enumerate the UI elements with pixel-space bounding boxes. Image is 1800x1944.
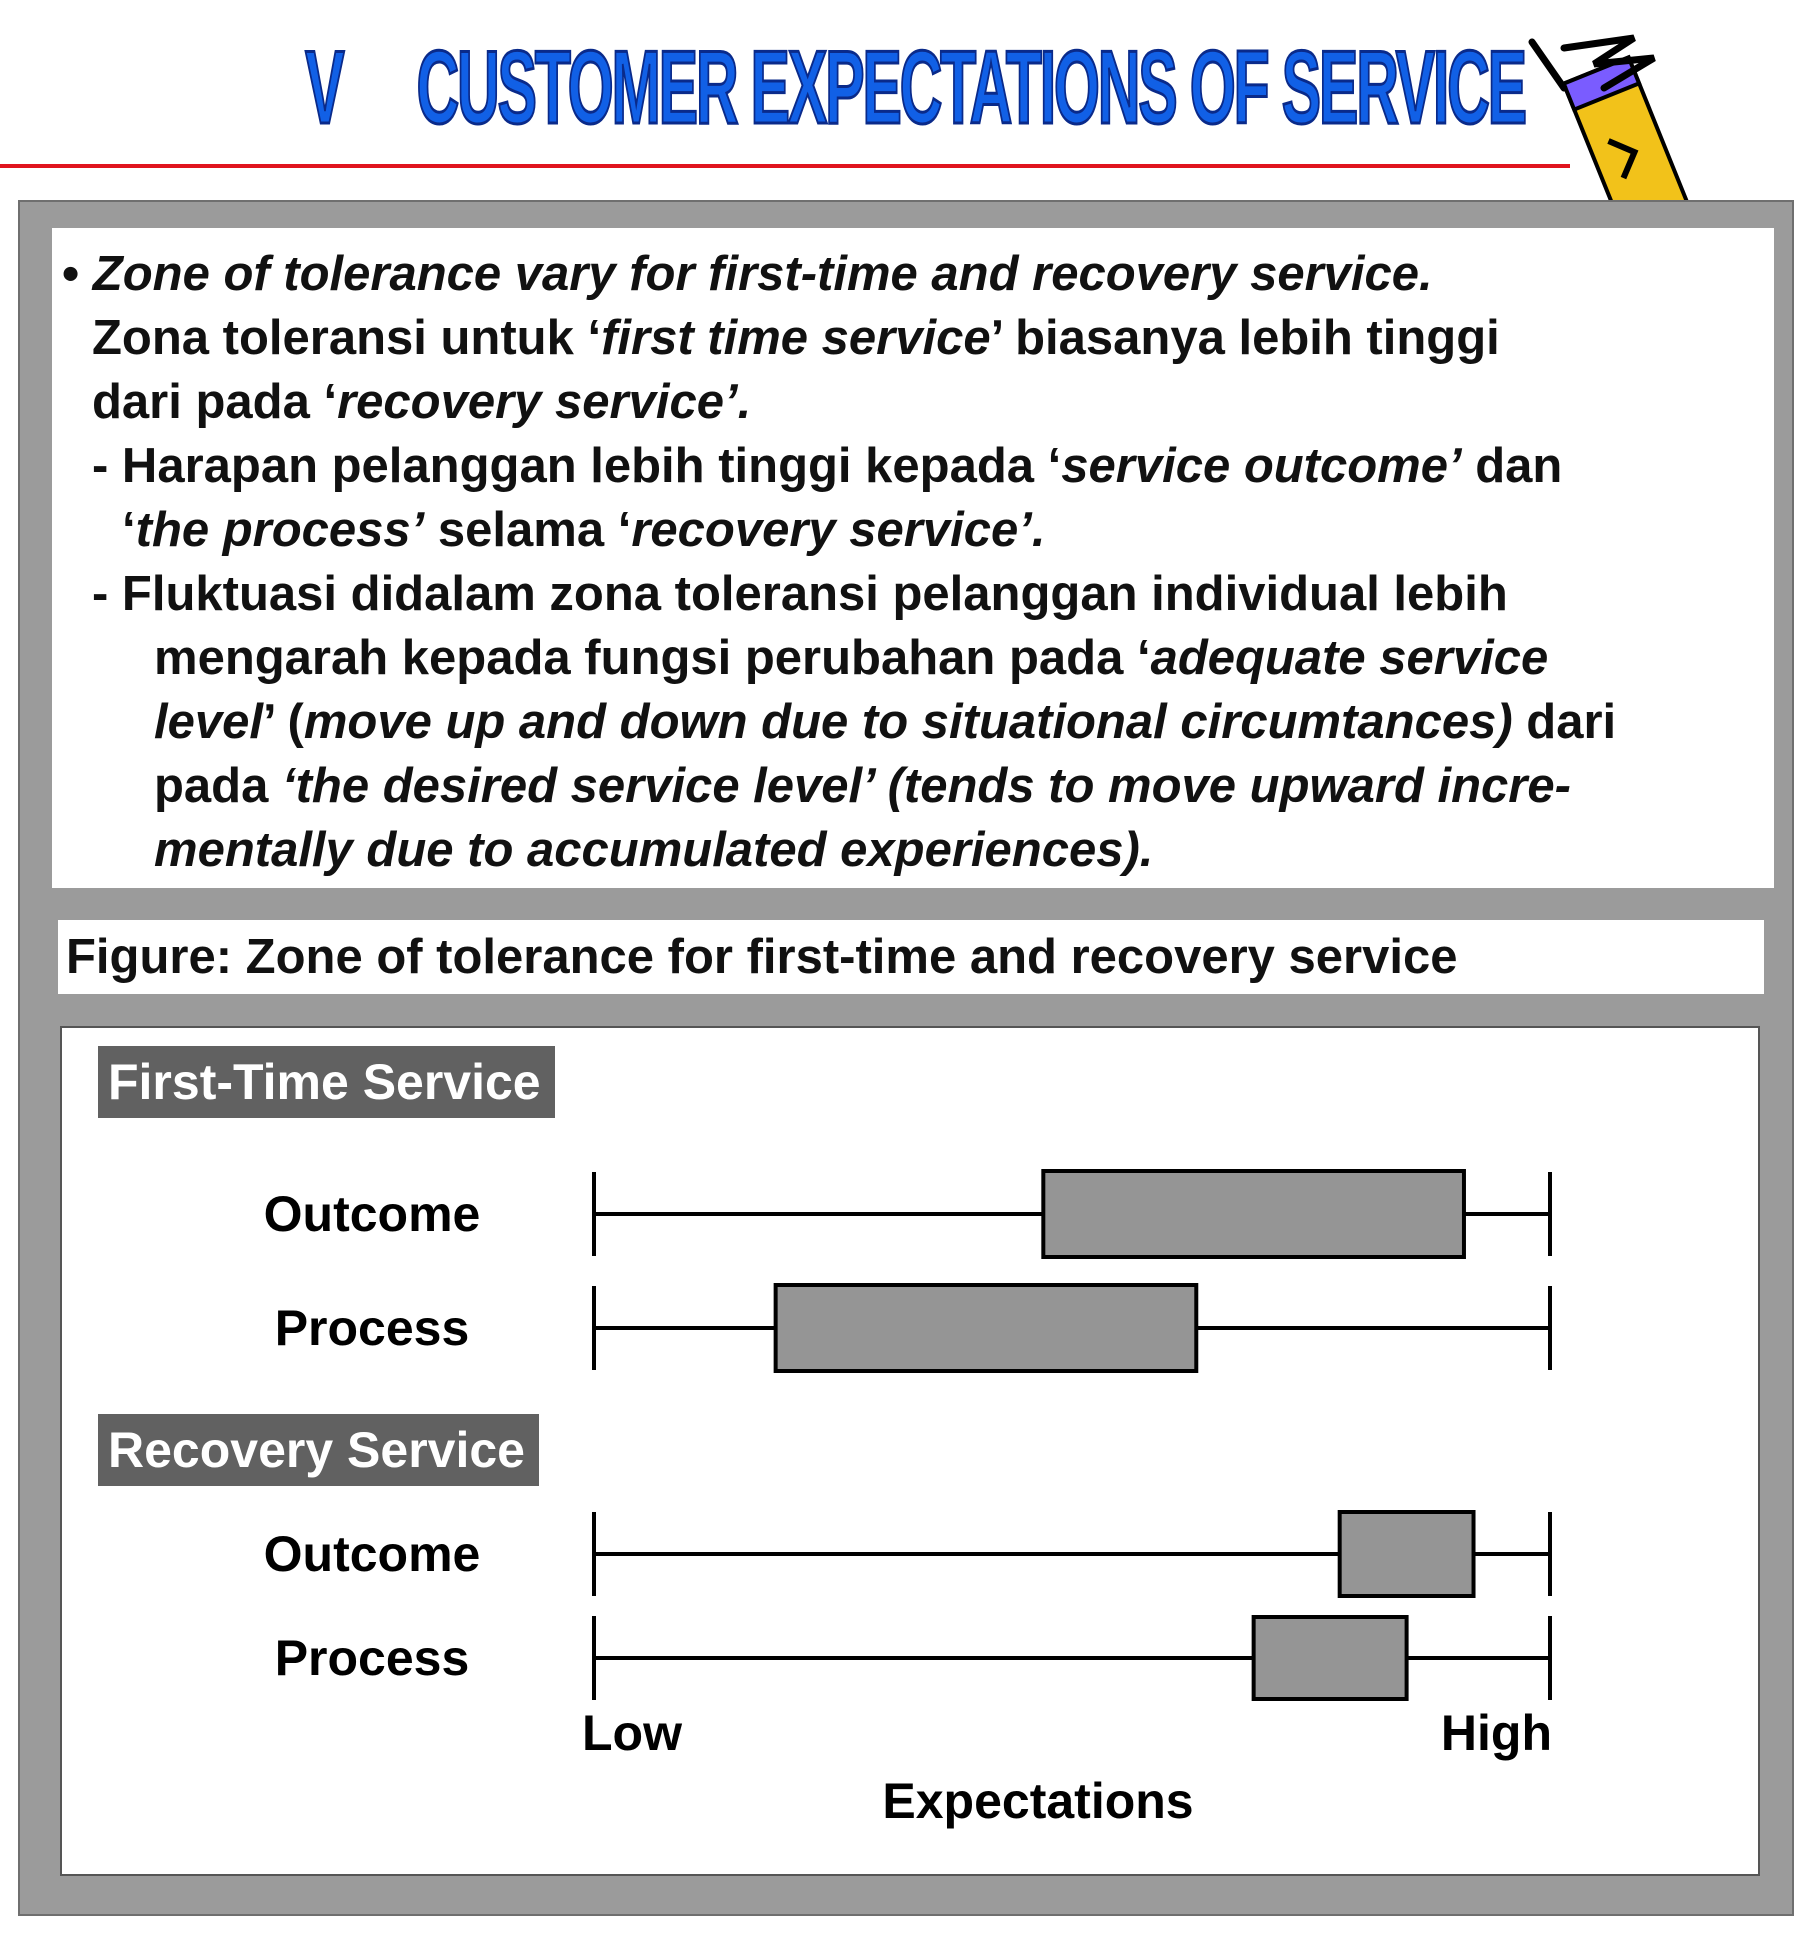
title-underline xyxy=(0,164,1570,168)
first-time-process-tolerance-zone xyxy=(776,1285,1197,1371)
recovery-process-tolerance-zone xyxy=(1254,1617,1407,1699)
text-line-4: - Harapan pelanggan lebih tinggi kepada ‘service outcome’ dan xyxy=(92,439,1563,493)
recovery-process-row-label: Process xyxy=(274,1630,470,1686)
text-line-6: - Fluktuasi didalam zona toleransi pelanggan individual lebih xyxy=(92,567,1508,621)
bullet-heading: Zone of tolerance vary for first-time and recovery service. xyxy=(92,247,1433,301)
slide-title xyxy=(305,29,1525,146)
bullet-line-1 xyxy=(62,242,1754,306)
pencil-icon xyxy=(1524,28,1704,228)
tolerance-chart xyxy=(60,1026,1760,1876)
section-number: V xyxy=(305,29,343,146)
text-line-2: Zona toleransi untuk ‘first time service’ biasanya lebih tinggi xyxy=(92,311,1500,365)
section-title: CUSTOMER EXPECTATIONS OF SERVICE xyxy=(416,29,1525,146)
axis-low-label: Low xyxy=(582,1705,682,1761)
axis-high-label: High xyxy=(1440,1705,1552,1761)
group-label-recovery: Recovery Service xyxy=(98,1414,539,1486)
bullet-glyph: • xyxy=(62,247,80,301)
text-line-7: mengarah kepada fungsi perubahan pada ‘adequate service xyxy=(154,631,1549,685)
first-time-outcome-tolerance-zone xyxy=(1043,1171,1464,1257)
recovery-outcome-row-label: Outcome xyxy=(263,1526,481,1582)
text-line-9: pada ‘the desired service level’ (tends to move upward incre- xyxy=(154,759,1571,813)
bullet-text-box xyxy=(52,228,1774,888)
text-line-3: dari pada ‘recovery service’. xyxy=(92,375,752,429)
group-label-first-time: First-Time Service xyxy=(98,1046,555,1118)
chart-svg xyxy=(62,1028,1762,1878)
first-time-process-row-label: Process xyxy=(274,1300,470,1356)
first-time-outcome-row-label: Outcome xyxy=(263,1186,481,1242)
text-line-10: mentally due to accumulated experiences). xyxy=(154,823,1154,877)
axis-title: Expectations xyxy=(882,1773,1194,1829)
text-line-8: level’ (move up and down due to situational circumtances) dari xyxy=(154,695,1617,749)
figure-caption: Figure: Zone of tolerance for first-time and recovery service xyxy=(58,920,1764,994)
text-line-5: ‘the process’ selama ‘recovery service’. xyxy=(122,503,1046,557)
recovery-outcome-tolerance-zone xyxy=(1340,1512,1474,1596)
